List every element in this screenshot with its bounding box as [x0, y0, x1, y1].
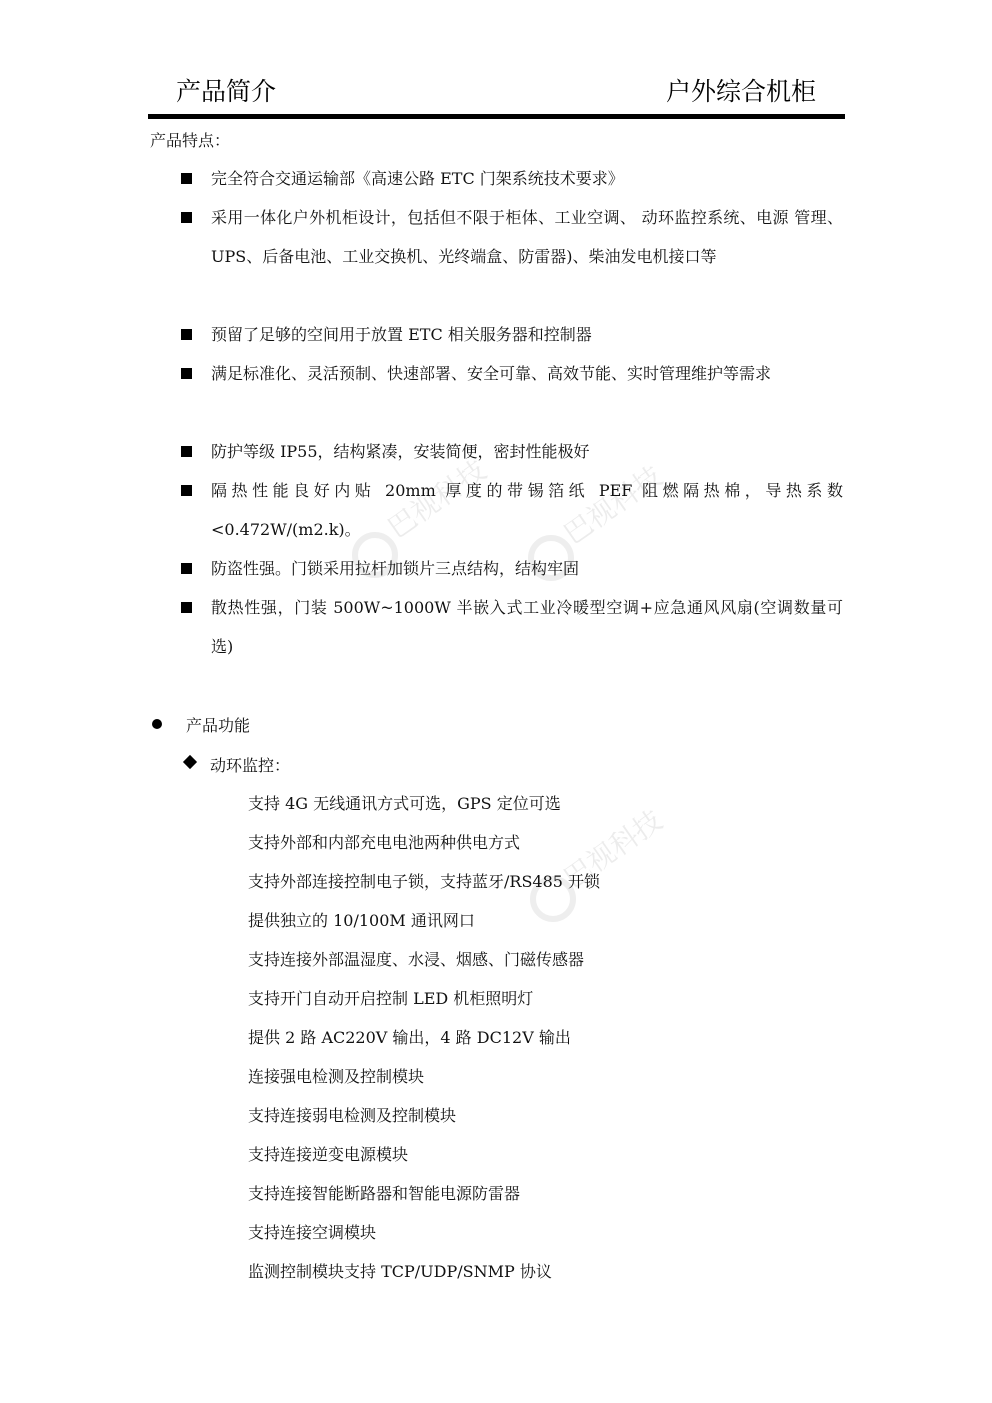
function-item: 支持连接弱电检测及控制模块 [248, 1106, 457, 1125]
feature-text: 采用一体化户外机柜设计，包括但不限于柜体、工业空调、 动环监控系统、电源 管理、UPS、后备电池、工业交换机、光终端盒、防雷器)、柴油发电机接口等 [211, 208, 843, 266]
square-bullet-icon [181, 212, 192, 223]
square-bullet-icon [181, 485, 192, 496]
square-bullet-icon [181, 446, 192, 457]
square-bullet-icon [181, 329, 192, 340]
features-label: 产品特点： [150, 131, 231, 150]
function-item: 提供独立的 10/100M 通讯网口 [248, 911, 475, 930]
feature-text: 满足标准化、灵活预制、快速部署、安全可靠、高效节能、实时管理维护等需求 [211, 364, 772, 383]
feature-text: 预留了足够的空间用于放置 ETC 相关服务器和控制器 [211, 325, 592, 344]
functions-heading-text: 产品功能 [186, 716, 251, 735]
header-right-title: 户外综合机柜 [665, 77, 816, 106]
function-item: 连接强电检测及控制模块 [248, 1067, 425, 1086]
feature-text: 隔热性能良好内贴 20mm 厚度的带锡箔纸 PEF 阻燃隔热棉，导热系数<0.472W/(m2.k)。 [211, 481, 843, 539]
feature-item [181, 198, 843, 276]
square-bullet-icon [181, 563, 192, 574]
functions-heading [152, 713, 250, 736]
header-left-title: 产品简介 [176, 77, 277, 106]
diamond-bullet-icon [183, 755, 197, 769]
watermark-text: 巴视科技 [381, 453, 493, 545]
round-bullet-icon [152, 719, 162, 729]
square-bullet-icon [181, 173, 192, 184]
feature-text: 防护等级 IP55，结构紧凑，安装简便，密封性能极好 [211, 442, 590, 461]
square-bullet-icon [181, 602, 192, 613]
watermark-text: 巴视科技 [557, 803, 669, 895]
feature-item [181, 159, 843, 198]
watermark-text: 巴视科技 [557, 459, 669, 551]
square-bullet-icon [181, 368, 192, 379]
header-divider [148, 114, 845, 119]
feature-item [181, 432, 843, 471]
functions-subheading [183, 753, 290, 776]
function-item: 监测控制模块支持 TCP/UDP/SNMP 协议 [248, 1262, 552, 1281]
function-item: 支持连接空调模块 [248, 1223, 377, 1242]
function-item: 支持外部和内部充电电池两种供电方式 [248, 833, 521, 852]
function-item: 支持开门自动开启控制 LED 机柜照明灯 [248, 989, 534, 1008]
function-item: 支持外部连接控制电子锁，支持蓝牙/RS485 开锁 [248, 872, 601, 891]
feature-item [181, 549, 843, 588]
feature-text: 散热性强，门装 500W~1000W 半嵌入式工业冷暖型空调+应急通风风扇(空调数量可选) [211, 598, 843, 656]
feature-text: 防盗性强。门锁采用拉杆加锁片三点结构，结构牢固 [211, 559, 580, 578]
function-item: 支持连接智能断路器和智能电源防雷器 [248, 1184, 521, 1203]
function-item: 支持 4G 无线通讯方式可选，GPS 定位可选 [248, 794, 561, 813]
function-item: 支持连接外部温湿度、水浸、烟感、门磁传感器 [248, 950, 585, 969]
function-item: 提供 2 路 AC220V 输出，4 路 DC12V 输出 [248, 1028, 571, 1047]
feature-text: 完全符合交通运输部《高速公路 ETC 门架系统技术要求》 [211, 169, 624, 188]
feature-item [181, 471, 843, 549]
feature-item [181, 588, 843, 666]
functions-subheading-text: 动环监控： [210, 756, 291, 775]
function-item: 支持连接逆变电源模块 [248, 1145, 409, 1164]
feature-item [181, 354, 843, 393]
feature-item [181, 315, 843, 354]
